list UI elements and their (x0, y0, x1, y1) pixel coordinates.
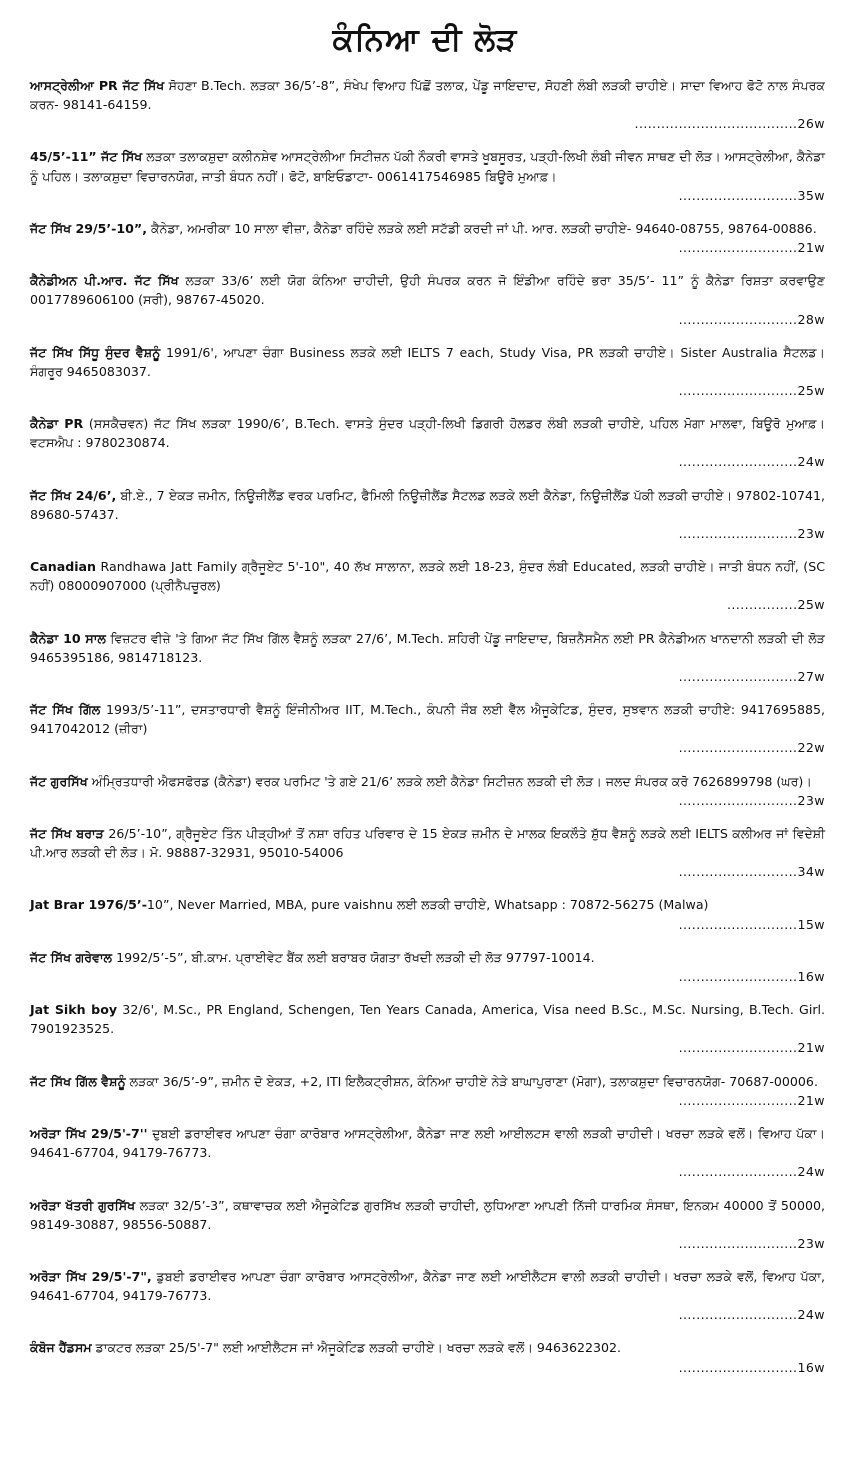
ad-code: ...........................15w (678, 916, 825, 932)
classified-ad (30, 343, 825, 400)
ad-text: ਡੁਬਈ ਡਰਾਈਵਰ ਆਪਣਾ ਚੰਗਾ ਕਾਰੋਬਾਰ ਆਸਟ੍ਰੇਲੀਆ, ਕੈਨੇਡਾ ਜਾਣ ਲਈ ਆਈਲੈਟਸ ਵਾਲੀ ਲੜਕੀ ਚਾਹੀਦੀ। ਖਰਚਾ ਲੜਕੇ ਵਲੋਂ, ਵਿਆਹ ਪੱਕਾ, 94641-67704, 94179-76773. (30, 1268, 825, 1304)
ad-lead: Jat Sikh boy (30, 1002, 118, 1018)
classified-ad (30, 271, 825, 328)
ad-text: ਅੰਮ੍ਰਿਤਧਾਰੀ ਐਫਸਫੋਰਡ (ਕੈਨੇਡਾ) ਵਰਕ ਪਰਮਿਟ 'ਤੇ ਗਏ 21/6’ ਲੜਕੇ ਲਈ ਕੈਨੇਡਾ ਸਿਟੀਜ਼ਨ ਲੜਕੀ ਦੀ ਲੋੜ। ਜਲਦ ਸੰਪਰਕ ਕਰੋ 7626899798 (ਘਰ)। (87, 773, 812, 789)
ad-text: ਡਾਕਟਰ ਲੜਕਾ 25/5'-7" ਲਈ ਆਈਲੈਟਸ ਜਾਂ ਐਜੂਕੇਟਿਡ ਲੜਕੀ ਚਾਹੀਏ। ਖਰਚਾ ਲੜਕੇ ਵਲੋਂ। 9463622302. (91, 1340, 622, 1356)
ad-code: ...........................24w (678, 1307, 825, 1323)
ad-code: ...........................16w (678, 968, 825, 984)
classified-ad (30, 1267, 825, 1324)
classified-ad (30, 824, 825, 881)
ad-text: ਲੜਕਾ 32/5’-3”, ਕਥਾਵਾਚਕ ਲਈ ਐਜੂਕੇਟਿਡ ਗੁਰਸਿੱਖ ਲੜਕੀ ਚਾਹੀਦੀ, ਲੁਧਿਆਣਾ ਆਪਣੀ ਨਿੱਜੀ ਧਾਰਮਿਕ ਸੰਸਥਾ, ਇਨਕਮ 40000 ਤੋਂ 50000, 98149-30887, 98556-50887. (30, 1197, 825, 1232)
classified-ad (30, 1000, 825, 1057)
ad-code: ...........................21w (678, 240, 825, 256)
ad-lead: ਕੈਨੇਡੀਅਨ ਪੀ.ਆਰ. ਜੱਟ ਸਿੱਖ (30, 273, 179, 289)
ad-code: ...........................23w (678, 1235, 825, 1251)
ad-code: .....................................26w (634, 116, 825, 132)
ad-text: ਸੋਹਣਾ B.Tech. ਲੜਕਾ 36/5’-8”, ਸੰਖੇਪ ਵਿਆਹ ਪਿੱਛੋਂ ਤਲਾਕ, ਪੇਂਡੂ ਜਾਇਦਾਦ, ਸੋਹਣੀ ਲੰਬੀ ਲੜਕੀ ਚਾਹੀਏ। ਸਾਦਾ ਵਿਆਹ ਫੋਟੋ ਨਾਲ ਸੰਪਰਕ ਕਰਨ- 98141-64159. (30, 78, 825, 113)
ad-lead: ਜੱਟ ਸਿੱਖ ਗਿੱਲ ਵੈਸ਼ਨੂੰ (30, 1073, 126, 1089)
ad-text: 1991/6', ਆਪਣਾ ਚੰਗਾ Business ਲੜਕੇ ਲਈ IELTS 7 each, Study Visa, PR ਲੜਕੀ ਚਾਹੀਏ। Sister Australia ਸੈਟਲਡ। ਸੰਗਰੂਰ 9465083037. (30, 344, 825, 379)
ad-text: ਲੜਕਾ ਤਲਾਕਸ਼ੁਦਾ ਕਲੀਨਸ਼ੇਵ ਆਸਟ੍ਰੇਲੀਆ ਸਿਟੀਜ਼ਨ ਪੱਕੀ ਨੌਕਰੀ ਵਾਸਤੇ ਖੂਬਸੂਰਤ, ਪੜ੍ਹੀ-ਲਿਖੀ ਲੰਬੀ ਜੀਵਨ ਸਾਥਣ ਦੀ ਲੋੜ। ਆਸਟ੍ਰੇਲੀਆ, ਕੈਨੇਡਾ ਨੂੰ ਪਹਿਲ। ਤਲਾਕਸ਼ੁਦਾ ਵਿਚਾਰਨਯੋਗ, ਜਾਤੀ ਬੰਧਨ ਨਹੀਂ। ਫੋਟੋ, ਬਾਇਓਡਾਟਾ- 0061417546985 ਬਿਊਰੋ ਮੁਆਫ਼। (30, 149, 825, 184)
ad-code: ...........................16w (678, 1359, 825, 1375)
classified-ad (30, 219, 825, 257)
ad-lead: ਜੱਟ ਸਿੱਖ ਗਿੱਲ (30, 702, 101, 718)
ad-text: ਦੁਬਈ ਡਰਾਈਵਰ ਆਪਣਾ ਚੰਗਾ ਕਾਰੋਬਾਰ ਆਸਟ੍ਰੇਲੀਆ, ਕੈਨੇਡਾ ਜਾਣ ਲਈ ਆਈਲਟਸ ਵਾਲੀ ਲੜਕੀ ਚਾਹੀਦੀ। ਖਰਚਾ ਲੜਕੇ ਵਲੋਂ। ਵਿਆਹ ਪੱਕਾ। 94641-67704, 94179-76773. (30, 1126, 825, 1161)
classified-ad (30, 1124, 825, 1181)
ad-text: ਬੀ.ਏ., 7 ਏਕੜ ਜ਼ਮੀਨ, ਨਿਊਜ਼ੀਲੈਂਡ ਵਰਕ ਪਰਮਿਟ, ਫੈਮਿਲੀ ਨਿਊਜ਼ੀਲੈਂਡ ਸੈਟਲਡ ਲੜਕੇ ਲਈ ਕੈਨੇਡਾ, ਨਿਊਜ਼ੀਲੈਂਡ ਪੱਕੀ ਲੜਕੀ ਚਾਹੀਏ। 97802-10741, 89680-57437. (30, 487, 826, 522)
ad-lead: ਜੱਟ ਸਿੱਖ 29/5’-10”, (30, 220, 147, 236)
ad-code: ...........................34w (678, 864, 825, 880)
ad-code: ...........................21w (678, 1040, 825, 1056)
ad-code: ...........................24w (678, 1164, 825, 1180)
ad-lead: ਜੱਟ ਸਿੱਖ ਸਿੱਧੂ ਸੁੰਦਰ ਵੈਸ਼ਨੂੰ (30, 344, 161, 360)
ad-code: ................25w (727, 597, 825, 613)
ad-code: ...........................21w (678, 1092, 825, 1108)
ad-lead: ਜੱਟ ਗੁਰਸਿੱਖ (30, 773, 88, 789)
ad-text: 1993/5’-11”, ਦਸਤਾਰਧਾਰੀ ਵੈਸ਼ਨੂੰ ਇੰਜੀਨੀਅਰ IIT, M.Tech., ਕੰਪਨੀ ਜੌਬ ਲਈ ਵੈੱਲ ਐਜੂਕੇਟਿਡ, ਸੁੰਦਰ, ਸੁਝਵਾਨ ਲੜਕੀ ਚਾਹੀਏ: 9417695885, 9417042012 (ਜ਼ੀਰਾ) (30, 702, 825, 737)
ad-lead: ਆਸਟ੍ਰੇਲੀਆ PR ਜੱਟ ਸਿੱਖ (30, 78, 165, 93)
classified-ad (30, 557, 825, 614)
ad-lead: ਅਰੋੜਾ ਸਿੱਖ 29/5'-7", (30, 1268, 152, 1284)
classified-ad (30, 700, 825, 757)
ad-code: ...........................28w (678, 311, 825, 327)
ad-lead: ਕੈਨੇਡਾ PR (30, 416, 84, 432)
classified-ad (30, 772, 825, 810)
ad-code: ...........................25w (678, 382, 825, 398)
ad-text: 10”, Never Married, MBA, pure vaishnu ਲਈ ਲੜਕੀ ਚਾਹੀਏ, Whatsapp : 70872-56275 (Malwa) (146, 897, 709, 913)
ad-text: ਕੈਨੇਡਾ, ਅਮਰੀਕਾ 10 ਸਾਲਾ ਵੀਜ਼ਾ, ਕੈਨੇਡਾ ਰਹਿੰਦੇ ਲੜਕੇ ਲਈ ਸਟੱਡੀ ਕਰਦੀ ਜਾਂ ਪੀ. ਆਰ. ਲੜਕੀ ਚਾਹੀਏ- 94640-08755, 98764-00886. (146, 220, 817, 236)
classified-ad (30, 948, 825, 986)
ad-text: 1992/5’-5”, ਬੀ.ਕਾਮ. ਪ੍ਰਾਈਵੇਟ ਬੈਂਕ ਲਈ ਬਰਾਬਰ ਯੋਗਤਾ ਰੱਖਦੀ ਲੜਕੀ ਦੀ ਲੋੜ 97797-10014. (112, 949, 595, 965)
ad-lead: 45/5’-11” ਜੱਟ ਸਿੱਖ (30, 149, 143, 165)
ad-text: ਵਿਜ਼ਟਰ ਵੀਜ਼ੇ 'ਤੇ ਗਿਆ ਜੱਟ ਸਿੱਖ ਗਿੱਲ ਵੈਸ਼ਨੂੰ ਲੜਕਾ 27/6’, M.Tech. ਸ਼ਹਿਰੀ ਪੇਂਡੂ ਜਾਇਦਾਦ, ਬਿਜ਼ਨੈਸਮੈਨ ਲਈ PR ਕੈਨੇਡੀਅਨ ਖਾਨਦਾਨੀ ਲੜਕੀ ਦੀ ਲੋੜ 9465395186, 9814718123. (30, 630, 826, 665)
ad-code: ...........................35w (678, 187, 825, 203)
classified-ad (30, 1338, 825, 1376)
ad-lead: ਜੱਟ ਸਿੱਖ 24/6’, (30, 487, 117, 503)
ad-code: ...........................27w (678, 668, 825, 684)
ad-lead: ਕੈਨੇਡਾ 10 ਸਾਲ (30, 630, 106, 646)
ad-text: (ਸਸਕੈਚਵਨ) ਜੱਟ ਸਿੱਖ ਲੜਕਾ 1990/6’, B.Tech. ਵਾਸਤੇ ਸੁੰਦਰ ਪੜ੍ਹੀ-ਲਿਖੀ ਡਿਗਰੀ ਹੋਲਡਰ ਲੰਬੀ ਲੜਕੀ ਚਾਹੀਏ, ਪਹਿਲ ਮੋਗਾ ਮਾਲਵਾ, ਬਿਊਰੋ ਮੁਆਫ਼। ਵਟਸਐਪ : 9780230874. (30, 416, 826, 451)
ad-text: Randhawa Jatt Family ਗ੍ਰੈਜੂਏਟ 5'-10", 40 ਲੱਖ ਸਾਲਾਨਾ, ਲੜਕੇ ਲਈ 18-23, ਸੁੰਦਰ ਲੰਬੀ Educated, ਲੜਕੀ ਚਾਹੀਏ। ਜਾਤੀ ਬੰਧਨ ਨਹੀਂ, (SC ਨਹੀਂ) 08000907000 (ਪ੍ਰੀਨੈਪਚੂਰਲ) (30, 559, 825, 594)
ad-lead: ਅਰੋੜਾ ਖੱਤਰੀ ਗੁਰਸਿੱਖ (30, 1197, 136, 1213)
ad-lead: Canadian (30, 559, 97, 575)
ad-lead: ਜੱਟ ਸਿੱਖ ਬਰਾੜ (30, 825, 104, 841)
ad-code: ...........................24w (678, 454, 825, 470)
classified-ad (30, 414, 825, 471)
classified-ad (30, 147, 825, 204)
ad-text: ਲੜਕਾ 36/5’-9”, ਜ਼ਮੀਨ ਦੋ ਏਕੜ, +2, ITI ਇਲੈਕਟ੍ਰੀਸ਼ਨ, ਕੰਨਿਆ ਚਾਹੀਏ ਨੇੜੇ ਬਾਘਾਪੁਰਾਣਾ (ਮੋਗਾ), ਤਲਾਕਸ਼ੁਦਾ ਵਿਚਾਰਨਯੋਗ- 70687-00006. (125, 1073, 818, 1089)
classified-ad (30, 1196, 825, 1253)
ad-lead: ਜੱਟ ਸਿੱਖ ਗਰੇਵਾਲ (30, 949, 113, 965)
ad-lead: ਕੰਬੋਜ ਹੈਂਡਸਮ (30, 1340, 92, 1356)
ad-lead: ਅਰੋੜਾ ਸਿੱਖ 29/5'-7'' (30, 1126, 148, 1142)
classified-ad (30, 629, 825, 686)
classified-ad (30, 895, 825, 933)
classified-ad (30, 1072, 825, 1110)
classified-ad (30, 486, 825, 543)
ad-code: ...........................23w (678, 792, 825, 808)
ad-text: 26/5’-10”, ਗ੍ਰੈਜੂਏਟ ਤਿੰਨ ਪੀੜ੍ਹੀਆਂ ਤੋਂ ਨਸ਼ਾ ਰਹਿਤ ਪਰਿਵਾਰ ਦੇ 15 ਏਕੜ ਜ਼ਮੀਨ ਦੇ ਮਾਲਕ ਇਕਲੌਤੇ ਸ਼ੁੱਧ ਵੈਸ਼ਨੂੰ ਲੜਕੇ ਲਈ IELTS ਕਲੀਅਰ ਜਾਂ ਵਿਦੇਸ਼ੀ ਪੀ.ਆਰ ਲੜਕੀ ਦੀ ਲੋੜ। ਮੋ. 98887-32931, 95010-54006 (30, 825, 825, 861)
classified-ad (30, 76, 825, 133)
ad-code: ...........................22w (678, 740, 825, 756)
ad-lead: Jat Brar 1976/5’- (30, 897, 147, 913)
ad-code: ...........................23w (678, 525, 825, 541)
page-title: ਕੰਨਿਆ ਦੀ ਲੋੜ (332, 22, 518, 58)
ads-list (30, 76, 825, 1391)
ad-text: ਲੜਕਾ 33/6’ ਲਈ ਯੋਗ ਕੰਨਿਆ ਚਾਹੀਦੀ, ਉਹੀ ਸੰਪਰਕ ਕਰਨ ਜੋ ਇੰਡੀਆ ਰਹਿੰਦੇ ਭਰਾ 35/5’- 11” ਨੂੰ ਕੈਨੇਡਾ ਰਿਸ਼ਤਾ ਕਰਵਾਉਣ 0017789606100 (ਸਰੀ), 98767-45020. (30, 273, 825, 308)
ad-text: 32/6', M.Sc., PR England, Schengen, Ten Years Canada, America, Visa need B.Sc., M.Sc. Nursing, B.Tech. Girl. 7901923525. (30, 1002, 825, 1037)
